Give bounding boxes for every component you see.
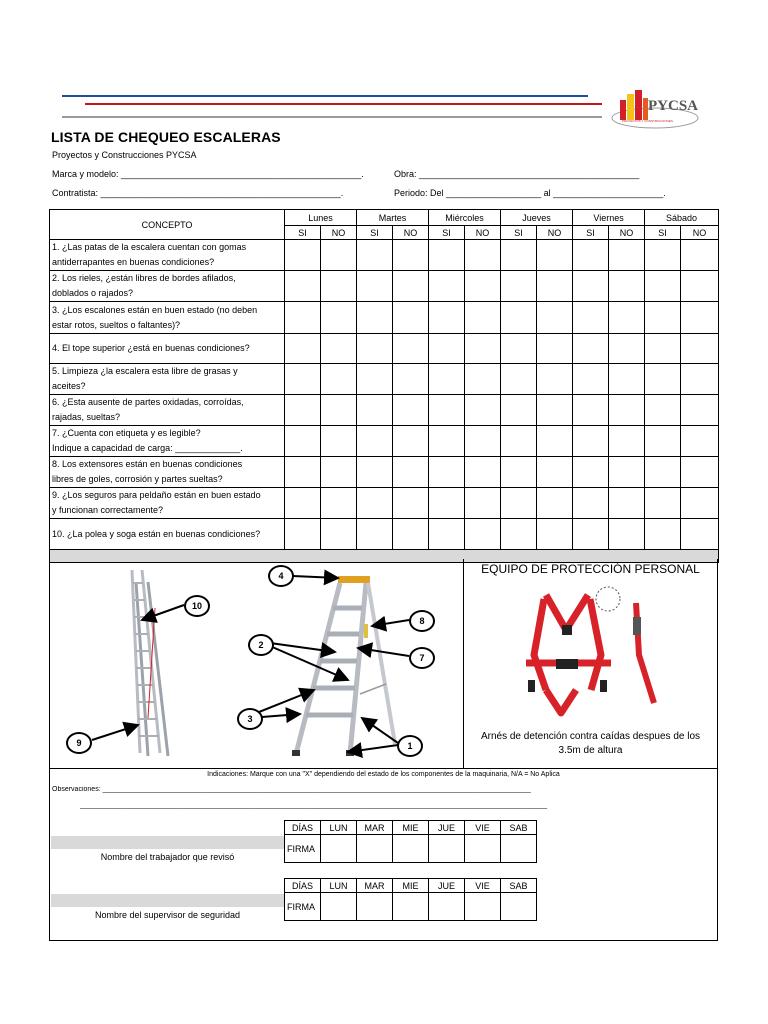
no-header: NO: [393, 226, 429, 240]
question-text: libres de goles, corrosión y partes sueltas?: [52, 474, 223, 484]
epp-section: [463, 559, 718, 769]
sig-firma-row: [285, 835, 537, 863]
supervisor-gray-band: [51, 894, 284, 907]
day-header: Lunes: [285, 210, 357, 226]
question-text: Indique a capacidad de carga: _____________.: [52, 443, 243, 453]
question-text: 6. ¿Esta ausente de partes oxidadas, corroídas,: [52, 397, 244, 407]
epp-title: EQUIPO DE PROTECCIÓN PERSONAL: [481, 562, 700, 576]
sig-day-header: VIE: [465, 821, 501, 835]
sig-header-row: [285, 879, 537, 893]
signature-cell[interactable]: [465, 893, 501, 921]
marca-field[interactable]: Marca y modelo: ________________________________________________.: [52, 169, 364, 179]
no-header: NO: [609, 226, 645, 240]
concept-header: CONCEPTO: [50, 210, 285, 240]
question-text: 5. Limpieza ¿la escalera esta libre de grasas y: [52, 366, 238, 376]
no-header: NO: [537, 226, 573, 240]
callout-2: 2: [248, 634, 274, 656]
question-text: estar rotos, sueltos o faltantes)?: [52, 319, 181, 330]
si-header: SI: [285, 226, 321, 240]
sig-day-header: MAR: [357, 821, 393, 835]
callout-4: 4: [268, 565, 294, 587]
si-header: SI: [429, 226, 465, 240]
observaciones-field[interactable]: Observaciones: ______________________________________________________________________________________________________________: [52, 786, 531, 793]
callout-3: 3: [237, 708, 263, 730]
question-text: doblados o rajados?: [52, 288, 134, 298]
sig-firma-row: [285, 893, 537, 921]
question-text: y funcionan correctamente?: [52, 505, 164, 515]
callout-8: 8: [409, 610, 435, 632]
question-text: 1. ¿Las patas de la escalera cuentan con gomas: [52, 242, 247, 252]
question-text: 9. ¿Los seguros para peldaño están en buen estado: [52, 490, 261, 500]
sig-day-header: SAB: [501, 879, 537, 893]
callout-9: 9: [66, 732, 92, 754]
day-header: Sábado: [645, 210, 719, 226]
signature-cell[interactable]: [321, 893, 357, 921]
signature-cell[interactable]: [429, 893, 465, 921]
question-text: antiderrapantes en buenas condiciones?: [52, 257, 215, 267]
question-text: 3. ¿Los escalones están en buen estado (no deben: [52, 304, 258, 315]
worker-label: Nombre del trabajador que revisó: [100, 852, 235, 862]
question-text: 8. Los extensores están en buenas condiciones: [52, 459, 243, 469]
periodo-field[interactable]: Periodo: Del ___________________ al ______________________.: [394, 188, 666, 198]
supervisor-label: Nombre del supervisor de seguridad: [94, 910, 241, 920]
harness-image: [516, 585, 666, 727]
signature-cell[interactable]: [357, 835, 393, 863]
sig-day-header: JUE: [429, 879, 465, 893]
sig-day-header: LUN: [321, 821, 357, 835]
question-text: 10. ¿La polea y soga están en buenas condiciones?: [52, 528, 261, 539]
signature-cell[interactable]: [465, 835, 501, 863]
company-name: Proyectos y Construcciones PYCSA: [52, 150, 197, 160]
firma-label: FIRMA: [285, 893, 321, 921]
sig-day-header: LUN: [321, 879, 357, 893]
sig-day-header: JUE: [429, 821, 465, 835]
day-header: Miércoles: [429, 210, 501, 226]
callout-1: 1: [397, 735, 423, 757]
si-header: SI: [573, 226, 609, 240]
firma-label: FIRMA: [285, 835, 321, 863]
question-text: 4. El tope superior ¿está en buenas condiciones?: [52, 343, 250, 353]
sig-day-header: MIE: [393, 821, 429, 835]
sig-header-row: [285, 821, 537, 835]
si-header: SI: [501, 226, 537, 240]
sig-day-header: MIE: [393, 879, 429, 893]
signature-cell[interactable]: [501, 893, 537, 921]
si-header: SI: [645, 226, 681, 240]
day-header: Martes: [357, 210, 429, 226]
signature-cell[interactable]: [321, 835, 357, 863]
question-text: rajadas, sueltas?: [52, 412, 121, 422]
signature-cell[interactable]: [429, 835, 465, 863]
sig-day-header: DÍAS: [285, 821, 321, 835]
sig-day-header: SAB: [501, 821, 537, 835]
no-header: NO: [321, 226, 357, 240]
question-text: aceites?: [52, 381, 86, 391]
contratista-field[interactable]: Contratista: ________________________________________________.: [52, 188, 344, 198]
question-text: 2. Los rieles, ¿están libres de bordes afilados,: [52, 273, 236, 283]
worker-signature-table: [284, 820, 537, 863]
logo-text: PYCSA: [648, 98, 699, 114]
day-header: Jueves: [501, 210, 573, 226]
signature-cell[interactable]: [393, 835, 429, 863]
obra-field[interactable]: Obra: ____________________________________________: [394, 169, 640, 179]
sig-day-header: VIE: [465, 879, 501, 893]
page-title: LISTA DE CHEQUEO ESCALERAS: [51, 129, 281, 145]
sig-day-header: DÍAS: [285, 879, 321, 893]
si-header: SI: [357, 226, 393, 240]
signature-cell[interactable]: [357, 893, 393, 921]
day-header: Viernes: [573, 210, 645, 226]
callout-10: 10: [184, 595, 210, 617]
observaciones-line2[interactable]: ________________________________________________________________________________________________________________________: [80, 802, 548, 809]
epp-caption-line2: 3.5m de altura: [558, 745, 623, 756]
no-header: NO: [465, 226, 501, 240]
signature-cell[interactable]: [501, 835, 537, 863]
supervisor-signature-table: [284, 878, 537, 921]
logo-tagline: PROYECTOS Y CONSTRUCCIONES: [622, 119, 673, 123]
epp-caption-line1: Arnés de detención contra caídas despues de los: [480, 731, 701, 742]
worker-gray-band: [51, 836, 284, 849]
question-text: 7. ¿Cuenta con etiqueta y es legible?: [52, 428, 201, 438]
no-header: NO: [681, 226, 719, 240]
sig-day-header: MAR: [357, 879, 393, 893]
callout-7: 7: [409, 647, 435, 669]
signature-cell[interactable]: [393, 893, 429, 921]
indicaciones-text: Indicaciones: Marque con una "X" dependiendo del estado de los componentes de la maquinaria, N/A = No Aplica: [207, 771, 560, 778]
